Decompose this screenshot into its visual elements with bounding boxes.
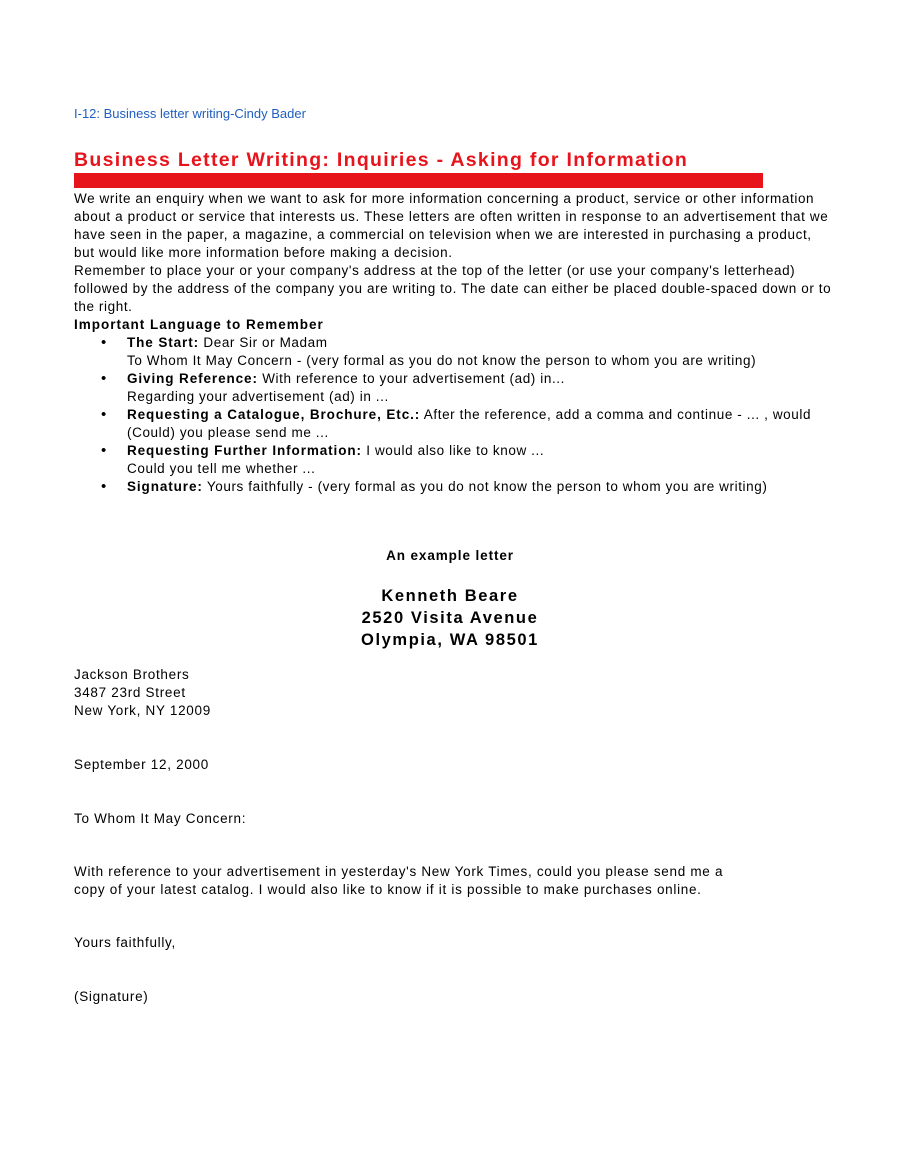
intro-section — [74, 190, 834, 496]
sender-name: Kenneth Beare — [381, 587, 519, 605]
list-item-start — [74, 334, 834, 370]
list-item-term: Requesting a Catalogue, Brochure, Etc.: — [127, 407, 421, 422]
course-header-link[interactable]: I-12: Business letter writing-Cindy Bader — [74, 106, 306, 121]
list-item-reference — [74, 370, 834, 406]
sender-street: 2520 Visita Avenue — [361, 609, 539, 627]
list-item-text: After the reference, add a comma and continue - ... , would (Could) you please send me ... — [127, 407, 812, 440]
list-item-text: Dear Sir or Madam — [199, 335, 328, 350]
letter-body-line: With reference to your advertisement in yesterday's New York Times, could you please send me a — [74, 864, 724, 879]
sender-address — [0, 585, 900, 651]
list-item-term: Giving Reference: — [127, 371, 258, 386]
list-item-term: The Start: — [127, 335, 200, 350]
list-item-text: With reference to your advertisement (ad) in... — [257, 371, 566, 386]
list-item-text: To Whom It May Concern - (very formal as you do not know the person to whom you are writing) — [127, 353, 757, 368]
list-item-text: I would also like to know ... — [361, 443, 545, 458]
list-item-catalogue — [74, 406, 834, 442]
letter-salutation: To Whom It May Concern: — [74, 811, 247, 826]
letter-closing: Yours faithfully, — [74, 935, 176, 950]
letter-body — [74, 863, 834, 899]
list-item-text: Regarding your advertisement (ad) in ... — [127, 389, 389, 404]
example-letter-label: An example letter — [386, 548, 514, 563]
intro-paragraph-2: Remember to place your or your company's address at the top of the letter (or use your company's letterhead) followed by the address of the company you are writing to. The date can either be placed double-spaced down or to the right. — [74, 263, 832, 314]
intro-paragraph-1: We write an enquiry when we want to ask for more information concerning a product, service or other information about a product or service that interests us. These letters are often written in response to an advertisement that we have seen in the paper, a magazine, a commercial on television when we are interested in purchasing a product, but would like more information before making a decision. — [74, 191, 829, 260]
language-heading: Important Language to Remember — [74, 317, 324, 332]
recipient-name: Jackson Brothers — [74, 667, 190, 682]
list-item-term: Signature: — [127, 479, 203, 494]
list-item-term: Requesting Further Information: — [127, 443, 362, 458]
list-item-text: Yours faithfully - (very formal as you do not know the person to whom you are writing) — [202, 479, 768, 494]
letter-body-line: copy of your latest catalog. I would also like to know if it is possible to make purchases online. — [74, 882, 702, 897]
language-list — [74, 334, 834, 496]
letter-date: September 12, 2000 — [74, 757, 209, 772]
letter-signature: (Signature) — [74, 989, 149, 1004]
page-title: Business Letter Writing: Inquiries - Asking for Information — [74, 149, 689, 171]
recipient-address — [74, 666, 834, 720]
list-item-text: Could you tell me whether ... — [127, 461, 316, 476]
list-item-further-info — [74, 442, 834, 478]
recipient-street: 3487 23rd Street — [74, 685, 186, 700]
recipient-city: New York, NY 12009 — [74, 703, 211, 718]
list-item-signature — [74, 478, 834, 496]
sender-city: Olympia, WA 98501 — [361, 631, 539, 649]
title-underline-bar — [74, 173, 763, 188]
